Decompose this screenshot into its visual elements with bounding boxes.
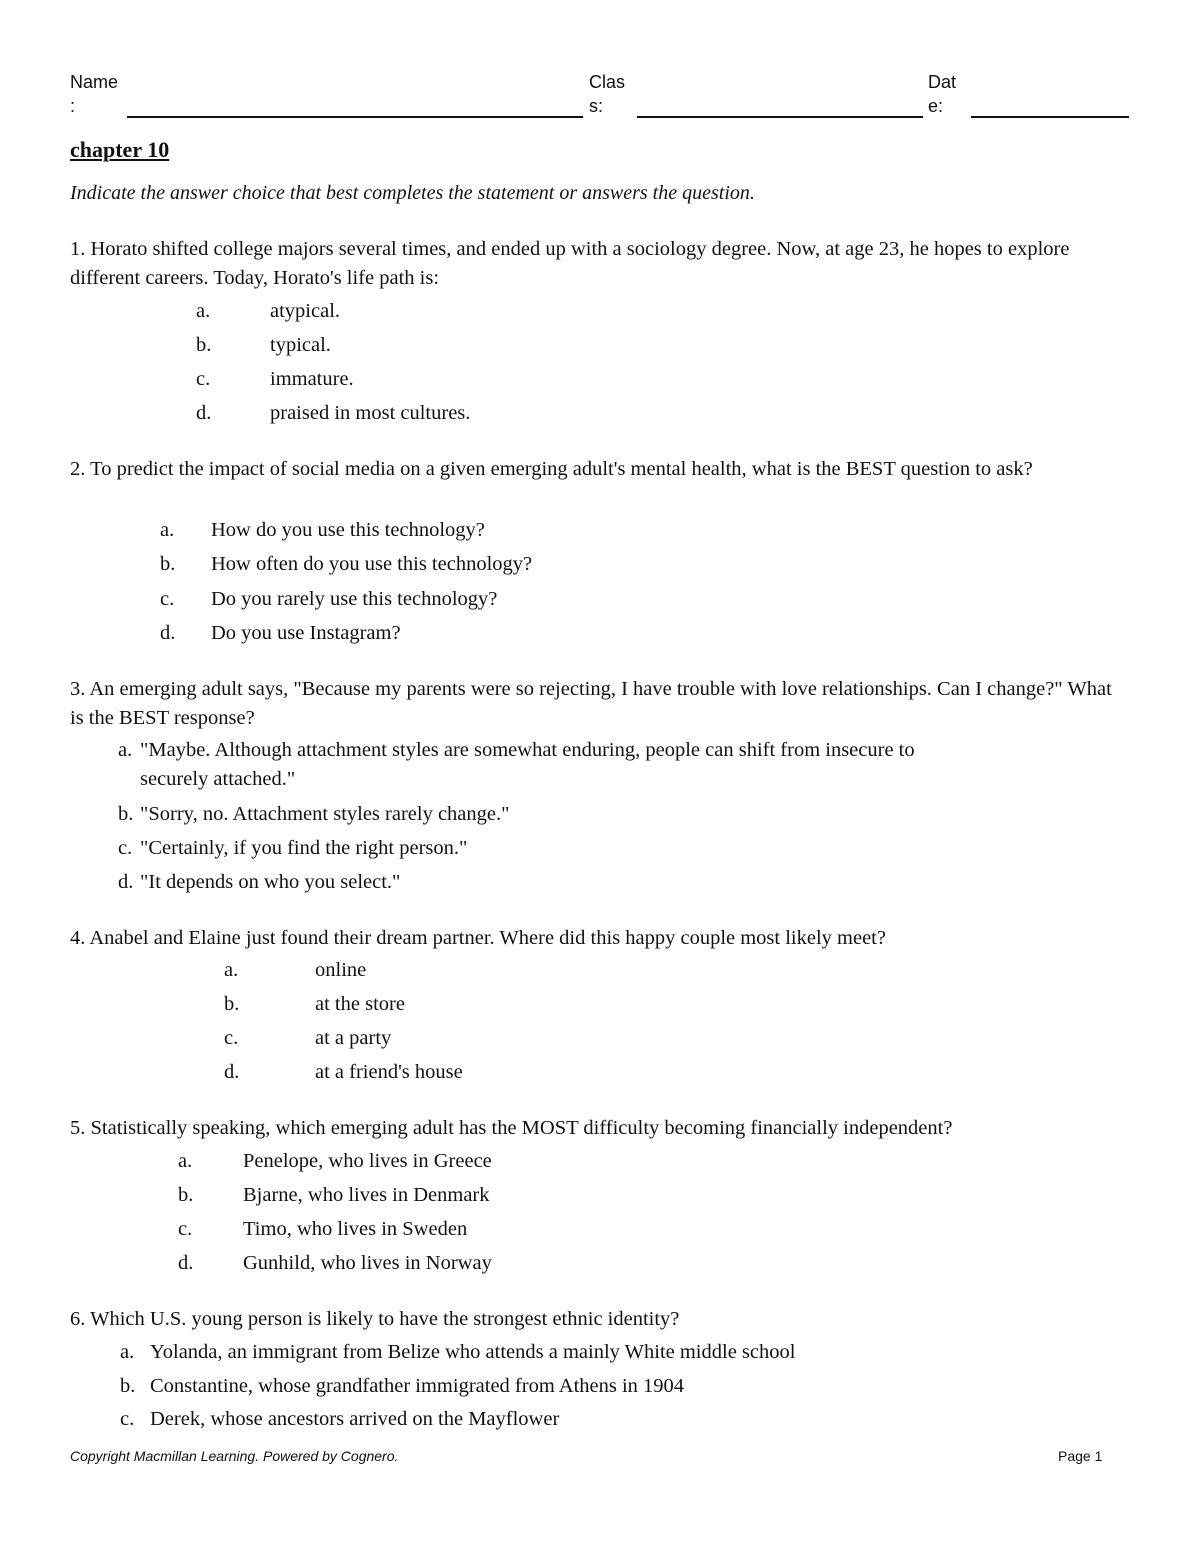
option-letter: b. [178,1184,194,1206]
question-stem: 2. To predict the impact of social media on a given emerging adult's mental health, what is the BEST question to ask? [70,458,1033,480]
name-label-colon: : [70,96,76,116]
class-label: Clas [589,72,626,92]
date-label-suffix: e: [928,96,944,116]
question-stem: 4. Anabel and Elaine just found their dream partner. Where did this happy couple most likely meet? [70,927,886,949]
option-text: How do you use this technology? [211,519,485,541]
option-text: "Sorry, no. Attachment styles rarely change." [140,803,510,825]
name-label: Name [70,72,119,92]
chapter-title: chapter 10 [70,137,170,162]
option-letter: a. [178,1150,193,1172]
question-stem: 6. Which U.S. young person is likely to have the strongest ethnic identity? [70,1308,680,1330]
option-letter: b. [120,1375,136,1397]
date-field[interactable] [971,116,1129,118]
option-letter: c. [118,837,133,859]
option-letter: b. [118,803,134,825]
option-letter: d. [224,1061,240,1083]
option-letter: b. [196,334,212,356]
option-letter: c. [120,1408,135,1430]
option-text: at the store [315,993,405,1015]
option-text: typical. [270,334,331,356]
option-letter: c. [160,588,175,610]
copyright-footer: Copyright Macmillan Learning. Powered by Cognero. [70,1448,399,1464]
option-text: "Maybe. Although attachment styles are somewhat enduring, people can shift from insecure to [140,739,915,761]
option-letter: a. [120,1341,135,1363]
option-letter: a. [196,300,211,322]
option-letter: d. [196,402,212,424]
page-number: Page 1 [1058,1448,1103,1464]
option-letter: d. [160,622,176,644]
class-label-suffix: s: [589,96,604,116]
option-text: Constantine, whose grandfather immigrated from Athens in 1904 [150,1375,685,1397]
option-text: Bjarne, who lives in Denmark [243,1184,490,1206]
option-letter: a. [160,519,175,541]
name-field[interactable] [127,116,583,118]
option-text: at a party [315,1027,392,1049]
option-text: "It depends on who you select." [140,871,401,893]
option-letter: b. [224,993,240,1015]
date-label: Dat [928,72,957,92]
option-letter: c. [178,1218,193,1240]
option-text: Penelope, who lives in Greece [243,1150,492,1172]
option-letter: a. [224,959,239,981]
option-letter: c. [196,368,211,390]
option-text: online [315,959,367,981]
option-text: Do you use Instagram? [211,622,401,644]
option-text: How often do you use this technology? [211,553,533,575]
option-text: at a friend's house [315,1061,463,1083]
option-letter: b. [160,553,176,575]
option-text: "Certainly, if you find the right person." [140,837,468,859]
question-stem: 5. Statistically speaking, which emerging adult has the MOST difficulty becoming financially independent? [70,1117,953,1139]
option-text-continued: securely attached." [140,768,296,790]
question-stem: 3. An emerging adult says, "Because my parents were so rejecting, I have trouble with love relationships. Can I change?" What is the BEST response? [70,678,1112,729]
option-text: atypical. [270,300,341,322]
option-text: Yolanda, an immigrant from Belize who attends a mainly White middle school [150,1341,796,1363]
option-text: Derek, whose ancestors arrived on the Mayflower [150,1408,560,1430]
class-field[interactable] [637,116,923,118]
option-text: Do you rarely use this technology? [211,588,498,610]
option-text: praised in most cultures. [270,402,471,424]
option-letter: a. [118,739,133,761]
option-letter: d. [178,1252,194,1274]
option-text: Gunhild, who lives in Norway [243,1252,492,1274]
option-text: Timo, who lives in Sweden [243,1218,468,1240]
option-letter: c. [224,1027,239,1049]
question-stem: 1. Horato shifted college majors several times, and ended up with a sociology degree. Now, at age 23, he hopes to explore different careers. Today, Horato's life path is: [70,238,1070,289]
option-text: immature. [270,368,354,390]
option-letter: d. [118,871,134,893]
instructions: Indicate the answer choice that best completes the statement or answers the question. [70,182,755,204]
